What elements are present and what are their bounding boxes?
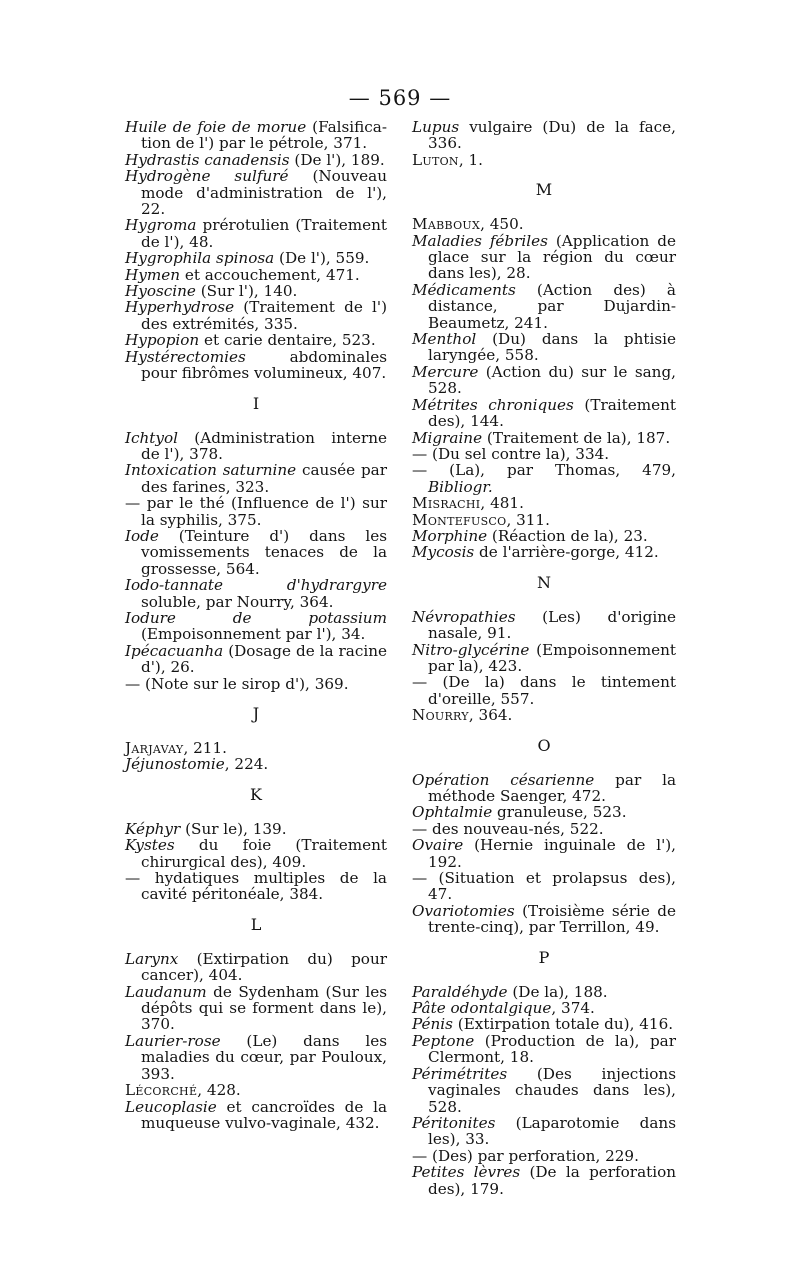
entry-text: , 311. bbox=[506, 510, 550, 529]
index-entry bbox=[412, 1000, 676, 1016]
entry-text: granuleuse, 523. bbox=[492, 803, 627, 822]
entry-term: Leucoplasie bbox=[125, 1097, 217, 1116]
index-entry bbox=[412, 364, 676, 397]
entry-term: Lupus bbox=[412, 118, 460, 136]
index-entry bbox=[125, 577, 387, 610]
entry-text: (Traitement de l') des extrémités, 335. bbox=[141, 298, 387, 333]
entry-text: (Sur l'), 140. bbox=[195, 282, 298, 301]
entry-text: vulgaire (Du) de la face, 336. bbox=[428, 118, 676, 153]
entry-term: Iode bbox=[125, 526, 159, 545]
entry-text: (Extirpation du) pour cancer), 404. bbox=[141, 949, 387, 985]
index-column-left bbox=[125, 119, 387, 1131]
entry-text: , 481. bbox=[480, 494, 524, 513]
section-letter: P bbox=[538, 947, 550, 967]
section-letter: M bbox=[535, 180, 553, 200]
index-entry bbox=[412, 1148, 676, 1164]
entry-text: (Troisième série de trente-cinq), par Terrillon, 49. bbox=[428, 901, 676, 937]
entry-term: Ophtalmie bbox=[412, 803, 493, 822]
index-entry bbox=[125, 1099, 387, 1132]
index-entry bbox=[412, 1164, 676, 1197]
entry-term: Périmétrites bbox=[412, 1064, 508, 1083]
entry-text: et carie dentaire, 523. bbox=[199, 331, 376, 350]
entry-text: — par le thé (Influence de l') sur la syphilis, 375. bbox=[125, 494, 387, 529]
entry-text: (Des injections vaginales chaudes dans les), 528. bbox=[428, 1064, 676, 1116]
entry-text: du foie (Traitement chirurgical des), 409. bbox=[141, 836, 387, 871]
entry-term: Médicaments bbox=[412, 280, 516, 299]
entry-text: (Nouveau mode d'administration de l'), 22. bbox=[141, 167, 387, 219]
entry-text: (Réaction de la), 23. bbox=[487, 526, 648, 545]
index-entry bbox=[412, 1066, 676, 1115]
entry-text: , 374. bbox=[551, 999, 595, 1018]
entry-term: Larynx bbox=[125, 949, 179, 968]
entry-term: Paraldéhyde bbox=[412, 982, 508, 1001]
entry-text: — (De la) dans le tintement d'oreille, 557. bbox=[412, 673, 676, 708]
entry-text: — (Des) par perforation, 229. bbox=[412, 1146, 639, 1165]
entry-text: — (Situation et prolapsus des), 47. bbox=[412, 869, 676, 904]
entry-text: , 428. bbox=[197, 1081, 241, 1100]
entry-term: Hypopion bbox=[125, 331, 200, 350]
entry-text: abdominales pour fibrômes volumineux, 407. bbox=[141, 347, 387, 383]
index-entry bbox=[125, 756, 387, 772]
index-entry bbox=[125, 349, 387, 382]
index-entry bbox=[125, 610, 387, 643]
index-entry bbox=[412, 512, 676, 528]
index-entry bbox=[412, 430, 676, 446]
index-column-right bbox=[412, 119, 676, 1197]
entry-text: , 364. bbox=[468, 706, 513, 725]
entry-text: (Hernie inguinale de l'), 192. bbox=[428, 836, 676, 871]
entry-text: (Le) dans les maladies du cœur, par Pouloux, 393. bbox=[141, 1031, 387, 1083]
entry-text: , 1. bbox=[458, 150, 483, 169]
entry-author: Lécorché bbox=[125, 1081, 198, 1100]
index-entry bbox=[125, 870, 387, 903]
entry-term: Hydrastis canadensis bbox=[125, 150, 290, 169]
entry-term: Iodo-tannate d'hydrargyre bbox=[125, 576, 387, 595]
index-entry bbox=[125, 430, 387, 463]
index-entry bbox=[412, 397, 676, 430]
entry-text: , 211. bbox=[183, 739, 227, 757]
entry-term: Pénis bbox=[412, 1015, 453, 1034]
entry-text: — (Du sel contre la), 334. bbox=[412, 444, 610, 463]
index-entry bbox=[412, 870, 676, 903]
entry-text: et cancroïdes de la muqueuse vulvo-vaginale, 432. bbox=[141, 1097, 387, 1132]
entry-term: Hygroma bbox=[125, 216, 197, 235]
entry-text: (Traitement des), 144. bbox=[428, 395, 677, 431]
index-entry bbox=[412, 152, 676, 168]
index-entry bbox=[125, 332, 387, 348]
index-entry bbox=[125, 984, 387, 1033]
index-entry bbox=[125, 676, 387, 692]
entry-text: — des nouveau-nés, 522. bbox=[412, 819, 604, 838]
index-entry bbox=[412, 1115, 676, 1148]
entry-text: (Action du) sur le sang, 528. bbox=[428, 362, 676, 398]
index-entry bbox=[412, 446, 676, 462]
index-entry bbox=[412, 1033, 676, 1066]
entry-term: Hymen bbox=[125, 265, 180, 284]
entry-text: (Empoisonnement par l'), 34. bbox=[141, 625, 366, 644]
section-letter: L bbox=[250, 914, 262, 934]
index-entry bbox=[412, 495, 676, 511]
entry-text: (Du) dans la phtisie laryngée, 558. bbox=[428, 330, 676, 365]
index-entry bbox=[412, 544, 676, 560]
entry-text: (Application de glace sur la région du cœur dans les), 28. bbox=[428, 231, 676, 283]
entry-text: (Laparotomie dans les), 33. bbox=[428, 1113, 676, 1149]
entry-text: de l'arrière-gorge, 412. bbox=[474, 543, 659, 562]
entry-text: (Les) d'origine nasale, 91. bbox=[428, 607, 676, 643]
section-letter: N bbox=[537, 572, 551, 592]
entry-term: Morphine bbox=[412, 526, 488, 545]
index-entry bbox=[125, 267, 387, 283]
index-entry bbox=[412, 216, 676, 232]
entry-text: (Production de la), par Clermont, 18. bbox=[428, 1031, 676, 1067]
index-entry bbox=[412, 707, 676, 723]
index-entry bbox=[412, 233, 676, 282]
index-entry bbox=[125, 821, 387, 837]
entry-term: Pâte odontalgique bbox=[412, 999, 552, 1018]
entry-term: Névropathies bbox=[412, 607, 516, 626]
section-letter: I bbox=[252, 393, 260, 413]
entry-author: Misrachi bbox=[412, 494, 481, 513]
index-entry bbox=[125, 152, 387, 168]
entry-term: Métrites chroniques bbox=[412, 395, 574, 414]
index-entry bbox=[125, 837, 387, 870]
entry-text: soluble, par Nourry, 364. bbox=[141, 592, 334, 611]
entry-author: Mabboux bbox=[412, 215, 481, 234]
entry-text: (Empoisonnement par la), 423. bbox=[428, 640, 676, 675]
index-entry bbox=[412, 642, 676, 675]
entry-term: Intoxication saturnine bbox=[125, 461, 297, 480]
entry-text: par la méthode Saenger, 472. bbox=[428, 770, 677, 805]
index-entry bbox=[412, 1016, 676, 1032]
entry-text: causée par des farines, 323. bbox=[141, 461, 387, 496]
entry-term: Péritonites bbox=[412, 1113, 496, 1132]
entry-author: Montefusco bbox=[412, 510, 507, 529]
entry-term: Jéjunostomie bbox=[125, 755, 225, 774]
index-entry bbox=[412, 528, 676, 544]
entry-text: (Traitement de la), 187. bbox=[482, 428, 671, 447]
entry-text: (Action des) à distance, par Dujardin-Beaumetz, 241. bbox=[428, 280, 676, 332]
entry-term: Migraine bbox=[412, 428, 483, 447]
index-entry bbox=[412, 674, 676, 707]
index-entry bbox=[125, 1033, 387, 1082]
entry-text: (De la), 188. bbox=[507, 982, 608, 1001]
index-entry bbox=[125, 217, 387, 250]
entry-term: Maladies fébriles bbox=[412, 231, 548, 250]
index-entry bbox=[412, 462, 676, 495]
section-letter: O bbox=[537, 735, 551, 755]
entry-text: (Extirpation totale du), 416. bbox=[452, 1015, 674, 1034]
index-entry bbox=[125, 119, 387, 152]
entry-term: Ichtyol bbox=[125, 428, 178, 447]
entry-term: Ovaire bbox=[412, 836, 464, 855]
index-entry bbox=[412, 331, 676, 364]
entry-term: Iodure de potassium bbox=[125, 608, 387, 627]
entry-term: Nitro-glycérine bbox=[412, 640, 530, 659]
index-entry bbox=[125, 462, 387, 495]
section-letter: K bbox=[250, 784, 262, 804]
index-entry bbox=[125, 495, 387, 528]
index-entry bbox=[125, 528, 387, 577]
entry-text: — (La), par Thomas, 479, bbox=[412, 461, 676, 480]
entry-text: — hydatiques multiples de la cavité péritonéale, 384. bbox=[125, 869, 387, 904]
index-entry bbox=[412, 804, 676, 820]
index-entry bbox=[412, 772, 676, 805]
entry-text: (Teinture d') dans les vomissements tenaces de la grossesse, 564. bbox=[141, 526, 387, 578]
index-entry bbox=[125, 299, 387, 332]
entry-text: (Administration interne de l'), 378. bbox=[141, 428, 387, 463]
entry-text: et accouchement, 471. bbox=[180, 265, 360, 284]
index-entry bbox=[412, 821, 676, 837]
index-entry bbox=[412, 609, 676, 642]
entry-term: Hydrogène sulfuré bbox=[125, 167, 289, 186]
index-entry bbox=[412, 119, 676, 152]
index-entry bbox=[412, 984, 676, 1000]
index-entry bbox=[125, 168, 387, 217]
index-entry bbox=[125, 1082, 387, 1098]
index-entry bbox=[125, 740, 387, 756]
entry-text: , 450. bbox=[480, 215, 524, 234]
entry-term: Hyoscine bbox=[125, 282, 196, 301]
entry-text: prérotulien (Traitement de l'), 48. bbox=[141, 216, 387, 251]
entry-term: Opération césarienne bbox=[412, 770, 595, 789]
entry-reference: Bibliogr. bbox=[428, 477, 493, 496]
entry-term: Ovariotomies bbox=[412, 901, 515, 920]
entry-term: Képhyr bbox=[125, 819, 181, 838]
index-entry bbox=[125, 250, 387, 266]
entry-term: Peptone bbox=[412, 1031, 475, 1050]
index-entry bbox=[412, 282, 676, 331]
index-entry bbox=[125, 951, 387, 984]
entry-text: de Sydenham (Sur les dépôts qui se forment dans le), 370. bbox=[141, 982, 387, 1034]
entry-author: Nourry bbox=[412, 706, 469, 725]
index-entry bbox=[125, 643, 387, 676]
index-entry bbox=[412, 903, 676, 936]
entry-term: Ipécacuanha bbox=[125, 641, 224, 660]
entry-term: Kystes bbox=[125, 836, 175, 855]
entry-text: , 224. bbox=[224, 755, 269, 774]
entry-author: Jarjavay bbox=[125, 739, 184, 757]
entry-term: Hyperhydrose bbox=[125, 298, 235, 317]
entry-text: (De l'), 189. bbox=[289, 150, 385, 169]
entry-text: (De la perforation des), 179. bbox=[428, 1163, 677, 1198]
entry-term: Hystérectomies bbox=[125, 347, 246, 366]
entry-term: Hygrophila spinosa bbox=[125, 249, 275, 268]
entry-term: Laudanum bbox=[125, 982, 207, 1001]
section-letter: J bbox=[252, 704, 260, 723]
entry-text: (Dosage de la racine d'), 26. bbox=[141, 641, 387, 677]
entry-author: Luton bbox=[412, 150, 459, 169]
entry-text: (Sur le), 139. bbox=[180, 819, 287, 838]
entry-term: Huile de foie de morue bbox=[125, 118, 307, 136]
entry-term: Menthol bbox=[412, 330, 477, 349]
entry-term: Laurier-rose bbox=[125, 1031, 221, 1050]
entry-term: Mercure bbox=[412, 362, 479, 381]
page-number: — 569 — bbox=[348, 86, 452, 110]
entry-text: — (Note sur le sirop d'), 369. bbox=[125, 674, 349, 693]
entry-term: Petites lèvres bbox=[412, 1163, 521, 1182]
entry-term: Mycosis bbox=[412, 543, 475, 562]
entry-text: (De l'), 559. bbox=[274, 249, 370, 268]
entry-text: (Falsifica- tion de l') par le pétrole, 371. bbox=[141, 118, 387, 153]
index-entry bbox=[412, 837, 676, 870]
index-entry bbox=[125, 283, 387, 299]
